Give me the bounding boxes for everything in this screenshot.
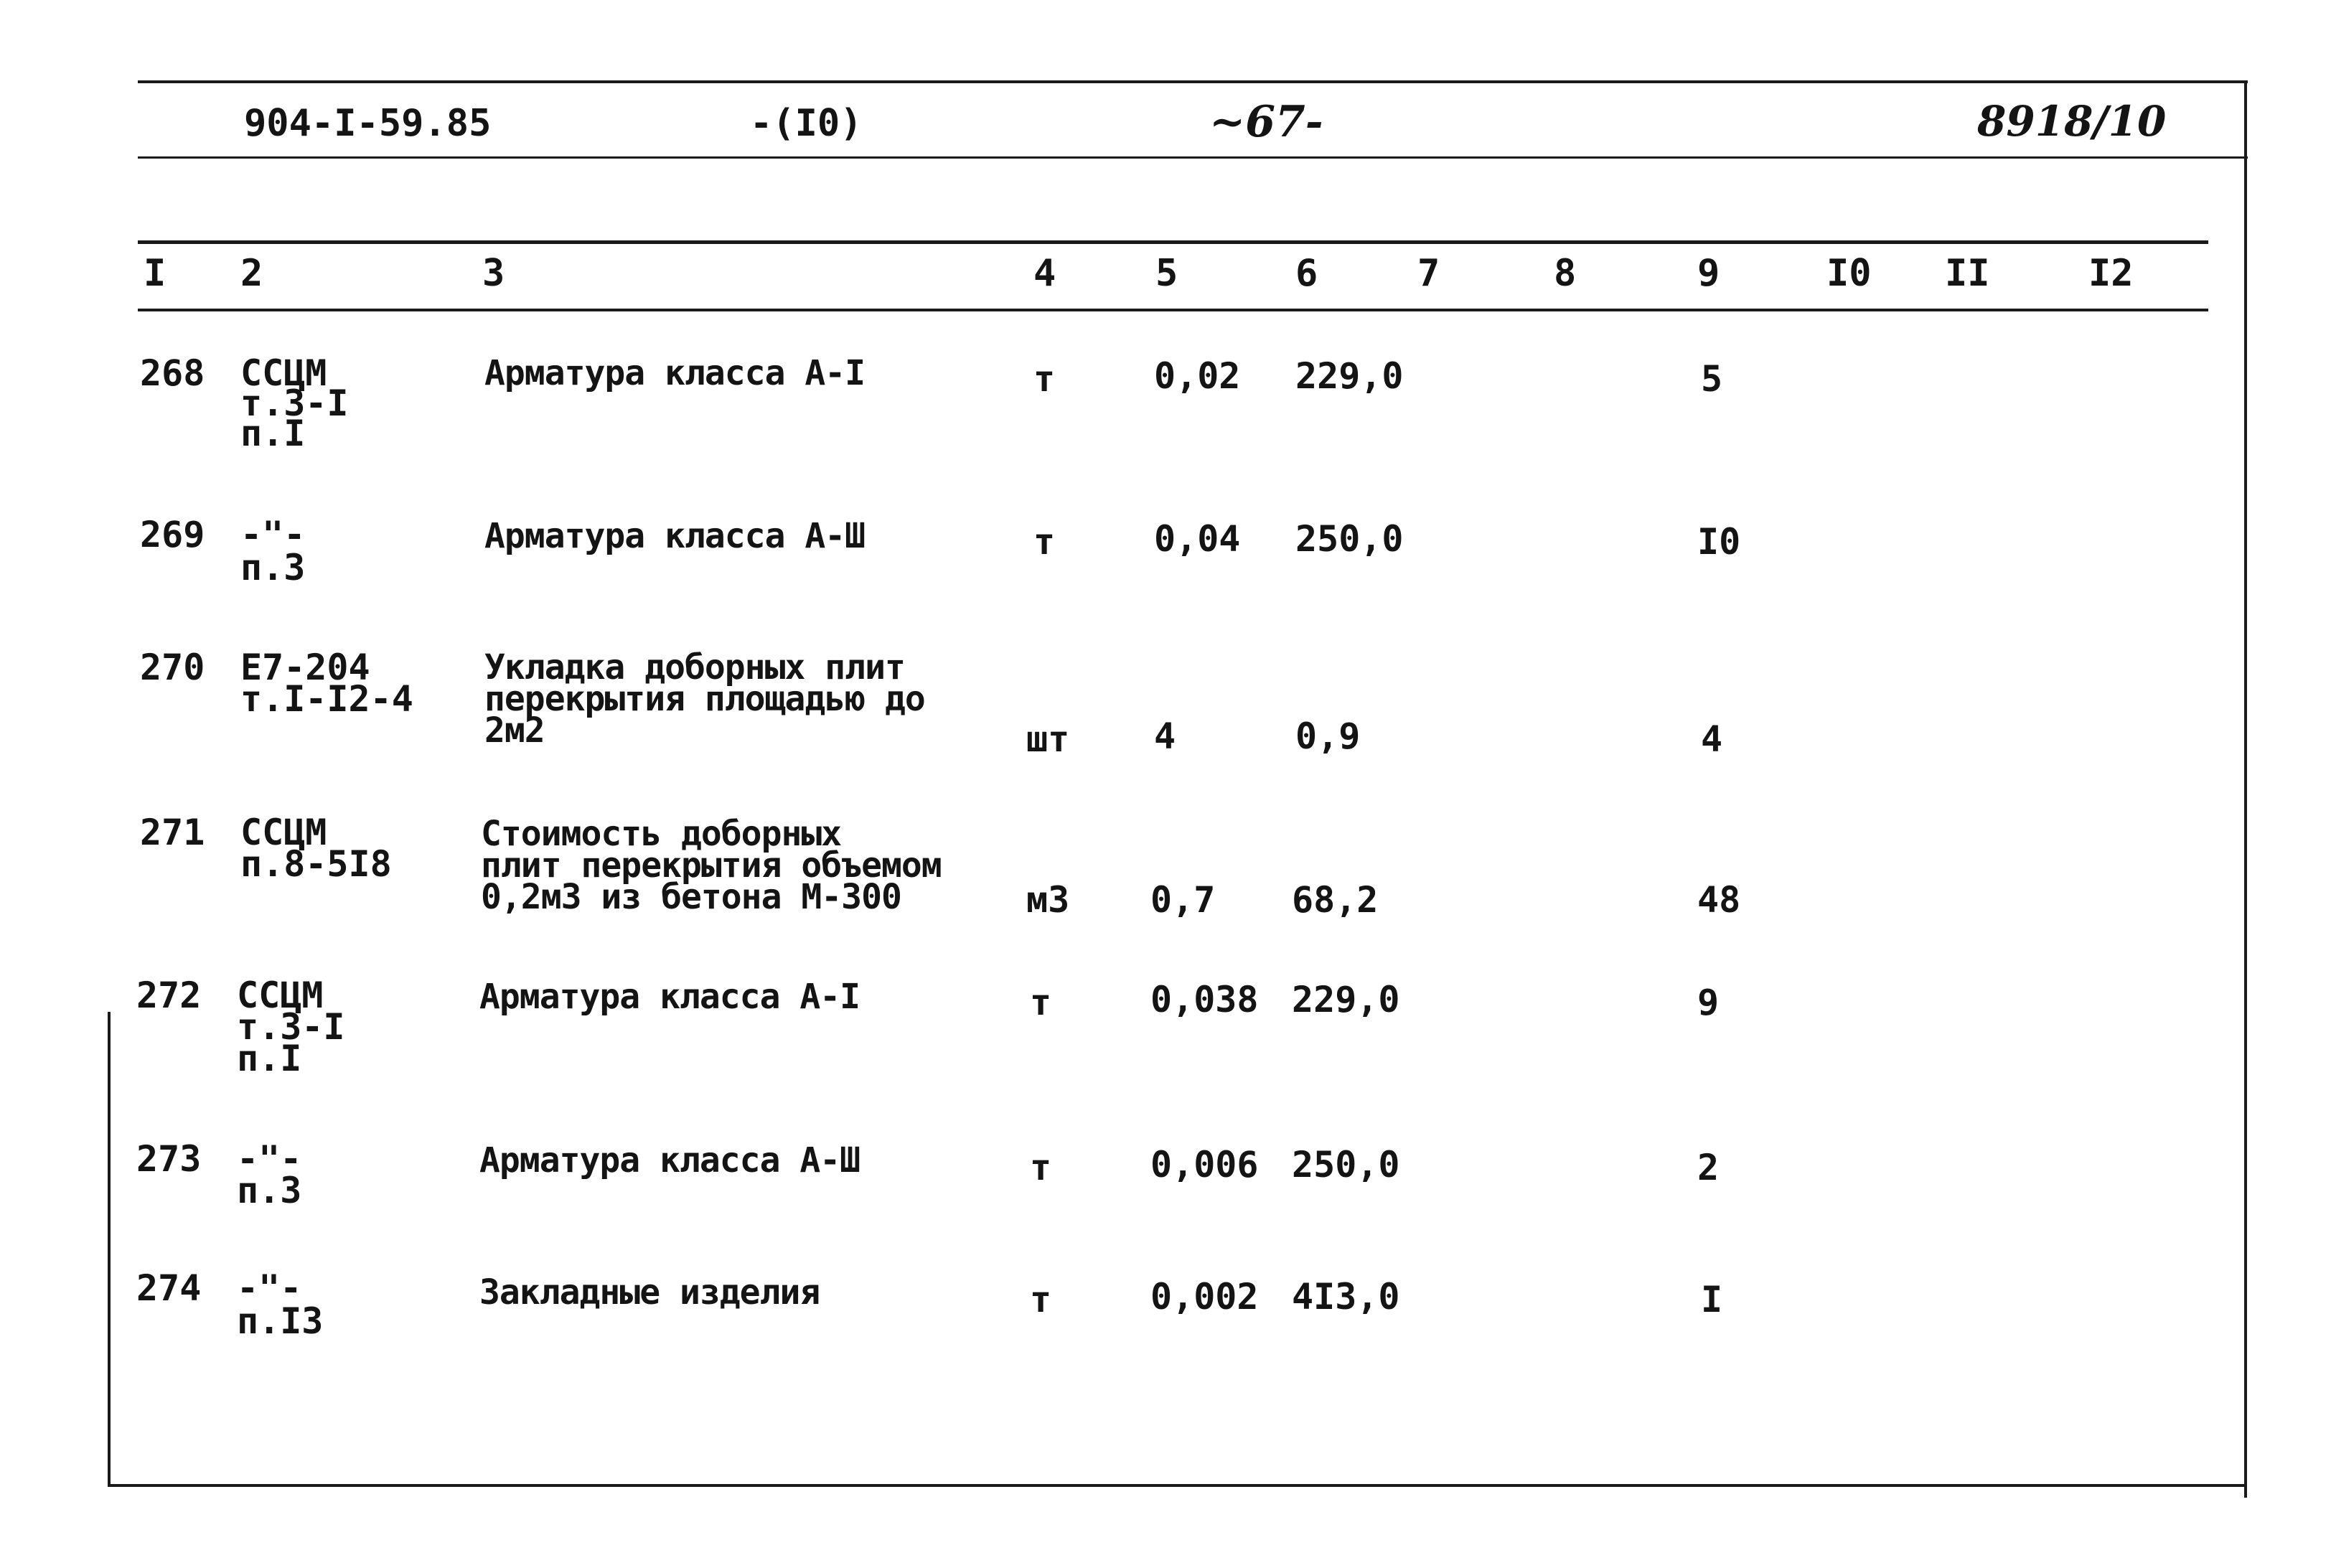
top-border-rule (138, 80, 2248, 83)
work-description-line: Закладные изделия (479, 1272, 820, 1313)
price-code-line: т.I-I2-4 (240, 678, 413, 720)
row-number: 273 (136, 1138, 202, 1180)
sheet-reference: -(I0) (750, 102, 863, 145)
total-cost: 2 (1697, 1147, 1720, 1188)
column-number-1: I (144, 252, 166, 295)
total-cost: 4 (1701, 718, 1723, 760)
column-number-10: I0 (1826, 252, 1872, 295)
header-bottom-rule (138, 156, 2248, 159)
work-description-line: Укладка доборных плит (484, 647, 905, 687)
unit: т (1033, 358, 1056, 400)
work-description-line: перекрытия площадью до (484, 679, 925, 719)
column-number-8: 8 (1554, 252, 1577, 295)
quantity: 0,02 (1154, 355, 1241, 397)
unit-price: 229,0 (1292, 979, 1400, 1020)
total-cost: I (1701, 1279, 1723, 1320)
work-description-line: 2м2 (484, 710, 545, 751)
unit-price: 250,0 (1292, 1144, 1400, 1186)
row-number: 269 (140, 514, 205, 555)
row-number: 271 (140, 812, 205, 853)
right-border-rule (2244, 80, 2247, 1498)
row-number: 268 (140, 352, 205, 394)
price-code-line: -"- (237, 1267, 302, 1309)
archive-number: 8918/10 (1977, 97, 2167, 146)
price-code-line: Е7-204 (240, 647, 370, 688)
work-description-line: Стоимость доборных (481, 814, 842, 854)
quantity: 0,038 (1150, 979, 1259, 1020)
work-description-line: Арматура класса А-Ш (484, 516, 866, 556)
unit-price: 68,2 (1292, 879, 1379, 921)
total-cost: 48 (1697, 879, 1741, 921)
work-description-line: 0,2м3 из бетона М-300 (481, 877, 901, 917)
price-code-line: -"- (240, 514, 306, 555)
column-number-12: I2 (2088, 252, 2134, 295)
price-code-line: п.I3 (237, 1300, 324, 1342)
quantity: 0,006 (1150, 1144, 1259, 1186)
price-code-line: п.I (240, 413, 306, 454)
work-description-line: Арматура класса А-I (484, 353, 866, 393)
column-number-5: 5 (1155, 252, 1178, 295)
total-cost: 5 (1701, 358, 1723, 400)
price-code-line: т.3-I (240, 382, 349, 424)
column-number-4: 4 (1033, 252, 1056, 295)
total-cost: 9 (1697, 982, 1720, 1023)
price-code-line: -"- (237, 1138, 302, 1180)
unit: т (1030, 982, 1052, 1023)
total-cost: I0 (1697, 521, 1741, 563)
row-number: 274 (136, 1267, 202, 1309)
column-number-9: 9 (1697, 252, 1720, 295)
price-code-line: п.8-5I8 (240, 843, 392, 885)
quantity: 0,7 (1150, 879, 1216, 921)
price-code-line: п.3 (240, 547, 306, 588)
price-code-line: ССЦМ (240, 812, 327, 853)
column-header-bottom-rule (138, 309, 2208, 311)
column-number-6: 6 (1295, 252, 1318, 295)
column-number-11: II (1945, 252, 1990, 295)
price-code-line: п.I (237, 1038, 302, 1079)
work-description-line: плит перекрытия объемом (481, 845, 942, 886)
left-border-rule (108, 1012, 111, 1485)
unit: т (1030, 1147, 1052, 1188)
unit-price: 0,9 (1295, 715, 1361, 757)
quantity: 0,002 (1150, 1276, 1259, 1318)
document-code: 904-I-59.85 (244, 102, 492, 145)
unit-price: 4I3,0 (1292, 1276, 1400, 1318)
bottom-border-rule (108, 1484, 2246, 1487)
column-number-2: 2 (240, 252, 263, 295)
quantity: 0,04 (1154, 518, 1241, 560)
unit-price: 250,0 (1295, 518, 1404, 560)
work-description-line: Арматура класса А-Ш (479, 1140, 860, 1180)
unit: шт (1026, 718, 1070, 760)
unit: т (1033, 521, 1056, 563)
page-number: ~67- (1209, 97, 1323, 147)
row-number: 272 (136, 975, 202, 1016)
price-code-line: ССЦМ (237, 975, 324, 1016)
column-header-top-rule (138, 240, 2208, 244)
unit-price: 229,0 (1295, 355, 1404, 397)
work-description-line: Арматура класса А-I (479, 977, 860, 1017)
row-number: 270 (140, 647, 205, 688)
price-code-line: ССЦМ (240, 352, 327, 394)
price-code-line: т.3-I (237, 1006, 345, 1048)
unit: м3 (1026, 879, 1070, 921)
unit: т (1030, 1279, 1052, 1320)
price-code-line: п.3 (237, 1170, 302, 1211)
column-number-3: 3 (482, 252, 505, 295)
quantity: 4 (1154, 715, 1176, 757)
column-number-7: 7 (1417, 252, 1440, 295)
